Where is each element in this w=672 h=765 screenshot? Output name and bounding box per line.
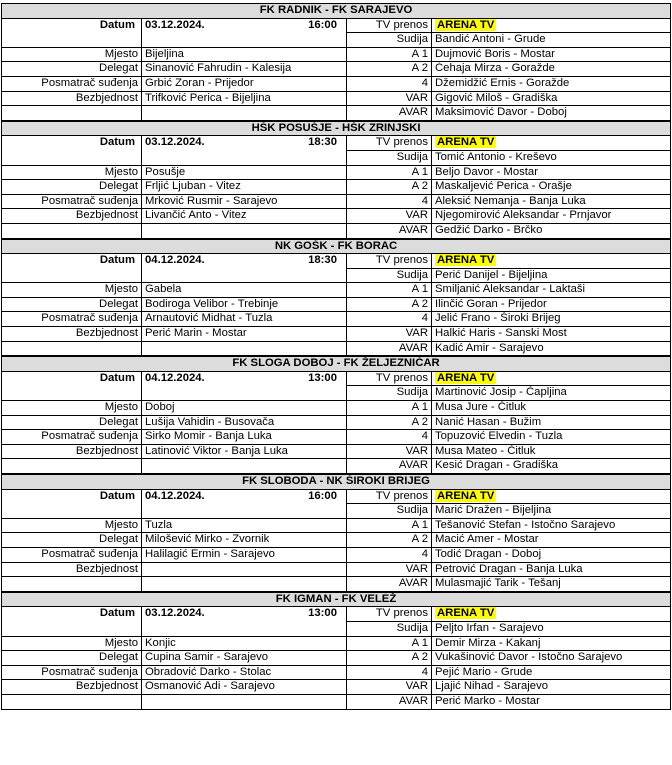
- delegat-value: Sinanović Fahrudin - Kalesija: [142, 62, 347, 77]
- fourth-official-label: 4: [347, 665, 432, 680]
- fourth-official-value: Todić Dragan - Doboj: [432, 547, 671, 562]
- avar-label: AVAR: [347, 694, 432, 709]
- sudija-label: Sudija: [347, 621, 432, 636]
- delegat-value: Bodiroga Velibor - Trebinje: [142, 297, 347, 312]
- bezbjednost-label: Bezbjednost: [2, 91, 142, 106]
- tv-value-cell: [432, 136, 671, 151]
- empty-cell: [2, 223, 142, 238]
- posmatrac-value: Sirko Momir - Banja Luka: [142, 430, 347, 445]
- a2-value: Ilinčić Goran - Prijedor: [432, 297, 671, 312]
- bezbjednost-value: Latinović Viktor - Banja Luka: [142, 444, 347, 459]
- a1-label: A 1: [347, 47, 432, 62]
- match-title-row: [2, 4, 671, 19]
- tv-channel-badge: ARENA TV: [437, 18, 495, 31]
- bezbjednost-value: Perić Marin - Mostar: [142, 327, 347, 342]
- fourth-official-label: 4: [347, 312, 432, 327]
- a2-label: A 2: [347, 297, 432, 312]
- date-time-cell: [142, 18, 347, 47]
- a2-value: Nanić Hasan - Bužim: [432, 415, 671, 430]
- posmatrac-label: Posmatrač suđenja: [2, 194, 142, 209]
- a1-label: A 1: [347, 518, 432, 533]
- posmatrac-value: Arnautović Midhat - Tuzla: [142, 312, 347, 327]
- var-value: Halkić Haris - Sanski Most: [432, 327, 671, 342]
- var-label: VAR: [347, 209, 432, 224]
- empty-cell: [142, 577, 347, 592]
- var-label: VAR: [347, 680, 432, 695]
- bezbjednost-row: [2, 91, 671, 106]
- a1-value: Musa Jure - Čitluk: [432, 401, 671, 416]
- mjesto-label: Mjesto: [2, 518, 142, 533]
- fourth-official-value: Džemidžić Ernis - Goražde: [432, 76, 671, 91]
- posmatrac-label: Posmatrač suđenja: [2, 547, 142, 562]
- delegat-value: Milošević Mirko - Zvornik: [142, 533, 347, 548]
- fourth-official-label: 4: [347, 430, 432, 445]
- sudija-label: Sudija: [347, 504, 432, 519]
- tv-value-cell: [432, 371, 671, 386]
- empty-cell: [142, 341, 347, 356]
- tv-label: TV prenos: [347, 254, 432, 269]
- match-title-row: [2, 121, 671, 136]
- empty-cell: [2, 577, 142, 592]
- var-label: VAR: [347, 327, 432, 342]
- bezbjednost-row: [2, 209, 671, 224]
- delegat-row: [2, 297, 671, 312]
- mjesto-row: [2, 518, 671, 533]
- delegat-label: Delegat: [2, 297, 142, 312]
- bezbjednost-row: [2, 562, 671, 577]
- avar-label: AVAR: [347, 577, 432, 592]
- match-table: [1, 3, 671, 121]
- match-time: 13:00: [308, 371, 337, 384]
- fourth-official-value: Jelić Frano - Široki Brijeg: [432, 312, 671, 327]
- mjesto-row: [2, 401, 671, 416]
- tv-channel-badge: ARENA TV: [437, 254, 495, 267]
- var-label: VAR: [347, 444, 432, 459]
- empty-cell: [142, 459, 347, 474]
- posmatrac-label: Posmatrač suđenja: [2, 430, 142, 445]
- mjesto-value: Tuzla: [142, 518, 347, 533]
- match-table: [1, 474, 671, 592]
- a2-label: A 2: [347, 62, 432, 77]
- avar-value: Gedžić Darko - Brčko: [432, 223, 671, 238]
- posmatrac-label: Posmatrač suđenja: [2, 76, 142, 91]
- mjesto-label: Mjesto: [2, 636, 142, 651]
- sudija-label: Sudija: [347, 386, 432, 401]
- bezbjednost-value: Trifković Perica - Bijeljina: [142, 91, 347, 106]
- avar-value: Mulasmajić Tarik - Tešanj: [432, 577, 671, 592]
- match-date: 03.12.2024.: [145, 18, 205, 31]
- match-time: 18:30: [308, 136, 337, 149]
- date-time-cell: [142, 607, 347, 636]
- avar-row: [2, 341, 671, 356]
- posmatrac-row: [2, 547, 671, 562]
- a1-value: Dujmović Boris - Mostar: [432, 47, 671, 62]
- bezbjednost-label: Bezbjednost: [2, 444, 142, 459]
- empty-cell: [2, 459, 142, 474]
- posmatrac-row: [2, 430, 671, 445]
- posmatrac-value: Mrković Rusmir - Sarajevo: [142, 194, 347, 209]
- match-date: 03.12.2024.: [145, 136, 205, 149]
- empty-cell: [142, 694, 347, 709]
- match-date: 04.12.2024.: [145, 371, 205, 384]
- mjesto-row: [2, 165, 671, 180]
- var-value: Gigović Miloš - Gradiška: [432, 91, 671, 106]
- datum-label: Datum: [2, 254, 142, 283]
- a2-value: Ćehaja Mirza - Goražde: [432, 62, 671, 77]
- avar-row: [2, 694, 671, 709]
- datum-label: Datum: [2, 136, 142, 165]
- date-row: [2, 607, 671, 622]
- a2-label: A 2: [347, 533, 432, 548]
- match-schedule: [1, 3, 670, 710]
- mjesto-value: Bijeljina: [142, 47, 347, 62]
- tv-label: TV prenos: [347, 136, 432, 151]
- delegat-row: [2, 62, 671, 77]
- a1-value: Smiljanić Aleksandar - Laktaši: [432, 283, 671, 298]
- match-title-row: [2, 592, 671, 607]
- var-label: VAR: [347, 562, 432, 577]
- mjesto-label: Mjesto: [2, 47, 142, 62]
- sudija-value: Marić Dražen - Bijeljina: [432, 504, 671, 519]
- match-title-row: [2, 475, 671, 490]
- mjesto-label: Mjesto: [2, 283, 142, 298]
- mjesto-value: Konjic: [142, 636, 347, 651]
- mjesto-row: [2, 283, 671, 298]
- posmatrac-row: [2, 312, 671, 327]
- bezbjednost-value: Osmanović Adi - Sarajevo: [142, 680, 347, 695]
- bezbjednost-value: [142, 562, 347, 577]
- sudija-value: Perić Danijel - Bijeljina: [432, 268, 671, 283]
- bezbjednost-label: Bezbjednost: [2, 562, 142, 577]
- fourth-official-label: 4: [347, 76, 432, 91]
- tv-value-cell: [432, 607, 671, 622]
- a2-label: A 2: [347, 415, 432, 430]
- empty-cell: [142, 223, 347, 238]
- avar-value: Maksimović Davor - Doboj: [432, 106, 671, 121]
- delegat-label: Delegat: [2, 533, 142, 548]
- mjesto-value: Doboj: [142, 401, 347, 416]
- avar-value: Perić Marko - Mostar: [432, 694, 671, 709]
- match-title: HŠK POSUŠJE - HŠK ZRINJSKI: [2, 121, 671, 136]
- date-time-cell: [142, 371, 347, 400]
- var-value: Petrović Dragan - Banja Luka: [432, 562, 671, 577]
- datum-label: Datum: [2, 489, 142, 518]
- a2-value: Macić Amer - Mostar: [432, 533, 671, 548]
- sudija-value: Tomić Antonio - Kreševo: [432, 150, 671, 165]
- date-row: [2, 18, 671, 33]
- tv-label: TV prenos: [347, 371, 432, 386]
- tv-channel-badge: ARENA TV: [437, 136, 495, 149]
- datum-label: Datum: [2, 18, 142, 47]
- date-time-cell: [142, 254, 347, 283]
- avar-value: Kesić Dragan - Gradiška: [432, 459, 671, 474]
- a1-label: A 1: [347, 283, 432, 298]
- match-time: 18:30: [308, 254, 337, 267]
- avar-label: AVAR: [347, 459, 432, 474]
- match-title: FK SLOBODA - NK ŠIROKI BRIJEG: [2, 475, 671, 490]
- posmatrac-value: Obradović Darko - Stolac: [142, 665, 347, 680]
- date-row: [2, 489, 671, 504]
- mjesto-label: Mjesto: [2, 165, 142, 180]
- empty-cell: [142, 106, 347, 121]
- var-value: Ljajić Nihad - Sarajevo: [432, 680, 671, 695]
- match-table: [1, 239, 671, 357]
- empty-cell: [2, 106, 142, 121]
- sudija-label: Sudija: [347, 268, 432, 283]
- date-row: [2, 254, 671, 269]
- avar-label: AVAR: [347, 223, 432, 238]
- tv-value-cell: [432, 489, 671, 504]
- a1-value: Beljo Davor - Mostar: [432, 165, 671, 180]
- match-title-row: [2, 239, 671, 254]
- mjesto-value: Gabela: [142, 283, 347, 298]
- posmatrac-row: [2, 665, 671, 680]
- a1-value: Tešanović Stefan - Istočno Sarajevo: [432, 518, 671, 533]
- posmatrac-value: Grbić Zoran - Prijedor: [142, 76, 347, 91]
- bezbjednost-value: Livančić Anto - Vitez: [142, 209, 347, 224]
- datum-label: Datum: [2, 371, 142, 400]
- match-title: FK IGMAN - FK VELEŽ: [2, 592, 671, 607]
- bezbjednost-label: Bezbjednost: [2, 680, 142, 695]
- fourth-official-value: Aleksić Nemanja - Banja Luka: [432, 194, 671, 209]
- avar-row: [2, 459, 671, 474]
- posmatrac-label: Posmatrač suđenja: [2, 665, 142, 680]
- match-date: 04.12.2024.: [145, 489, 205, 502]
- a2-value: Vukašinović Davor - Istočno Sarajevo: [432, 651, 671, 666]
- sudija-value: Bandić Antoni - Grude: [432, 33, 671, 48]
- tv-label: TV prenos: [347, 489, 432, 504]
- delegat-row: [2, 651, 671, 666]
- fourth-official-value: Pejić Mario - Grude: [432, 665, 671, 680]
- sudija-value: Peljto Irfan - Sarajevo: [432, 621, 671, 636]
- tv-label: TV prenos: [347, 18, 432, 33]
- empty-cell: [2, 341, 142, 356]
- date-row: [2, 136, 671, 151]
- tv-label: TV prenos: [347, 607, 432, 622]
- sudija-label: Sudija: [347, 150, 432, 165]
- delegat-label: Delegat: [2, 180, 142, 195]
- avar-row: [2, 106, 671, 121]
- delegat-value: Frljić Ljuban - Vitez: [142, 180, 347, 195]
- a1-label: A 1: [347, 401, 432, 416]
- mjesto-label: Mjesto: [2, 401, 142, 416]
- bezbjednost-row: [2, 327, 671, 342]
- date-row: [2, 371, 671, 386]
- posmatrac-label: Posmatrač suđenja: [2, 312, 142, 327]
- match-title: FK SLOGA DOBOJ - FK ŽELJEZNIČAR: [2, 357, 671, 372]
- sudija-label: Sudija: [347, 33, 432, 48]
- delegat-row: [2, 533, 671, 548]
- match-time: 16:00: [308, 489, 337, 502]
- mjesto-row: [2, 47, 671, 62]
- delegat-label: Delegat: [2, 415, 142, 430]
- empty-cell: [2, 694, 142, 709]
- posmatrac-row: [2, 76, 671, 91]
- avar-row: [2, 577, 671, 592]
- a2-value: Maskaljević Perica - Orašje: [432, 180, 671, 195]
- bezbjednost-label: Bezbjednost: [2, 209, 142, 224]
- a2-label: A 2: [347, 180, 432, 195]
- tv-channel-badge: ARENA TV: [437, 371, 495, 384]
- avar-label: AVAR: [347, 106, 432, 121]
- fourth-official-value: Topuzović Elvedin - Tuzla: [432, 430, 671, 445]
- delegat-label: Delegat: [2, 62, 142, 77]
- match-title-row: [2, 357, 671, 372]
- a1-label: A 1: [347, 165, 432, 180]
- var-label: VAR: [347, 91, 432, 106]
- delegat-row: [2, 180, 671, 195]
- match-title: NK GOŠK - FK BORAC: [2, 239, 671, 254]
- a1-value: Demir Mirza - Kakanj: [432, 636, 671, 651]
- match-table: [1, 592, 671, 710]
- mjesto-row: [2, 636, 671, 651]
- var-value: Njegomirović Aleksandar - Prnjavor: [432, 209, 671, 224]
- avar-row: [2, 223, 671, 238]
- bezbjednost-row: [2, 680, 671, 695]
- a1-label: A 1: [347, 636, 432, 651]
- a2-label: A 2: [347, 651, 432, 666]
- match-title: FK RADNIK - FK SARAJEVO: [2, 4, 671, 19]
- delegat-row: [2, 415, 671, 430]
- tv-value-cell: [432, 18, 671, 33]
- datum-label: Datum: [2, 607, 142, 636]
- posmatrac-value: Halilagić Ermin - Sarajevo: [142, 547, 347, 562]
- delegat-value: Lušija Vahidin - Busovača: [142, 415, 347, 430]
- sudija-value: Martinović Josip - Čapljina: [432, 386, 671, 401]
- bezbjednost-row: [2, 444, 671, 459]
- match-date: 03.12.2024.: [145, 607, 205, 620]
- delegat-label: Delegat: [2, 651, 142, 666]
- mjesto-value: Posušje: [142, 165, 347, 180]
- tv-value-cell: [432, 254, 671, 269]
- var-value: Musa Mateo - Čitluk: [432, 444, 671, 459]
- tv-channel-badge: ARENA TV: [437, 607, 495, 620]
- match-time: 16:00: [308, 18, 337, 31]
- fourth-official-label: 4: [347, 194, 432, 209]
- tv-channel-badge: ARENA TV: [437, 489, 495, 502]
- date-time-cell: [142, 489, 347, 518]
- delegat-value: Cupina Samir - Sarajevo: [142, 651, 347, 666]
- date-time-cell: [142, 136, 347, 165]
- match-table: [1, 121, 671, 239]
- fourth-official-label: 4: [347, 547, 432, 562]
- match-date: 04.12.2024.: [145, 254, 205, 267]
- avar-value: Kadić Amir - Sarajevo: [432, 341, 671, 356]
- match-table: [1, 356, 671, 474]
- posmatrac-row: [2, 194, 671, 209]
- match-time: 13:00: [308, 607, 337, 620]
- avar-label: AVAR: [347, 341, 432, 356]
- bezbjednost-label: Bezbjednost: [2, 327, 142, 342]
